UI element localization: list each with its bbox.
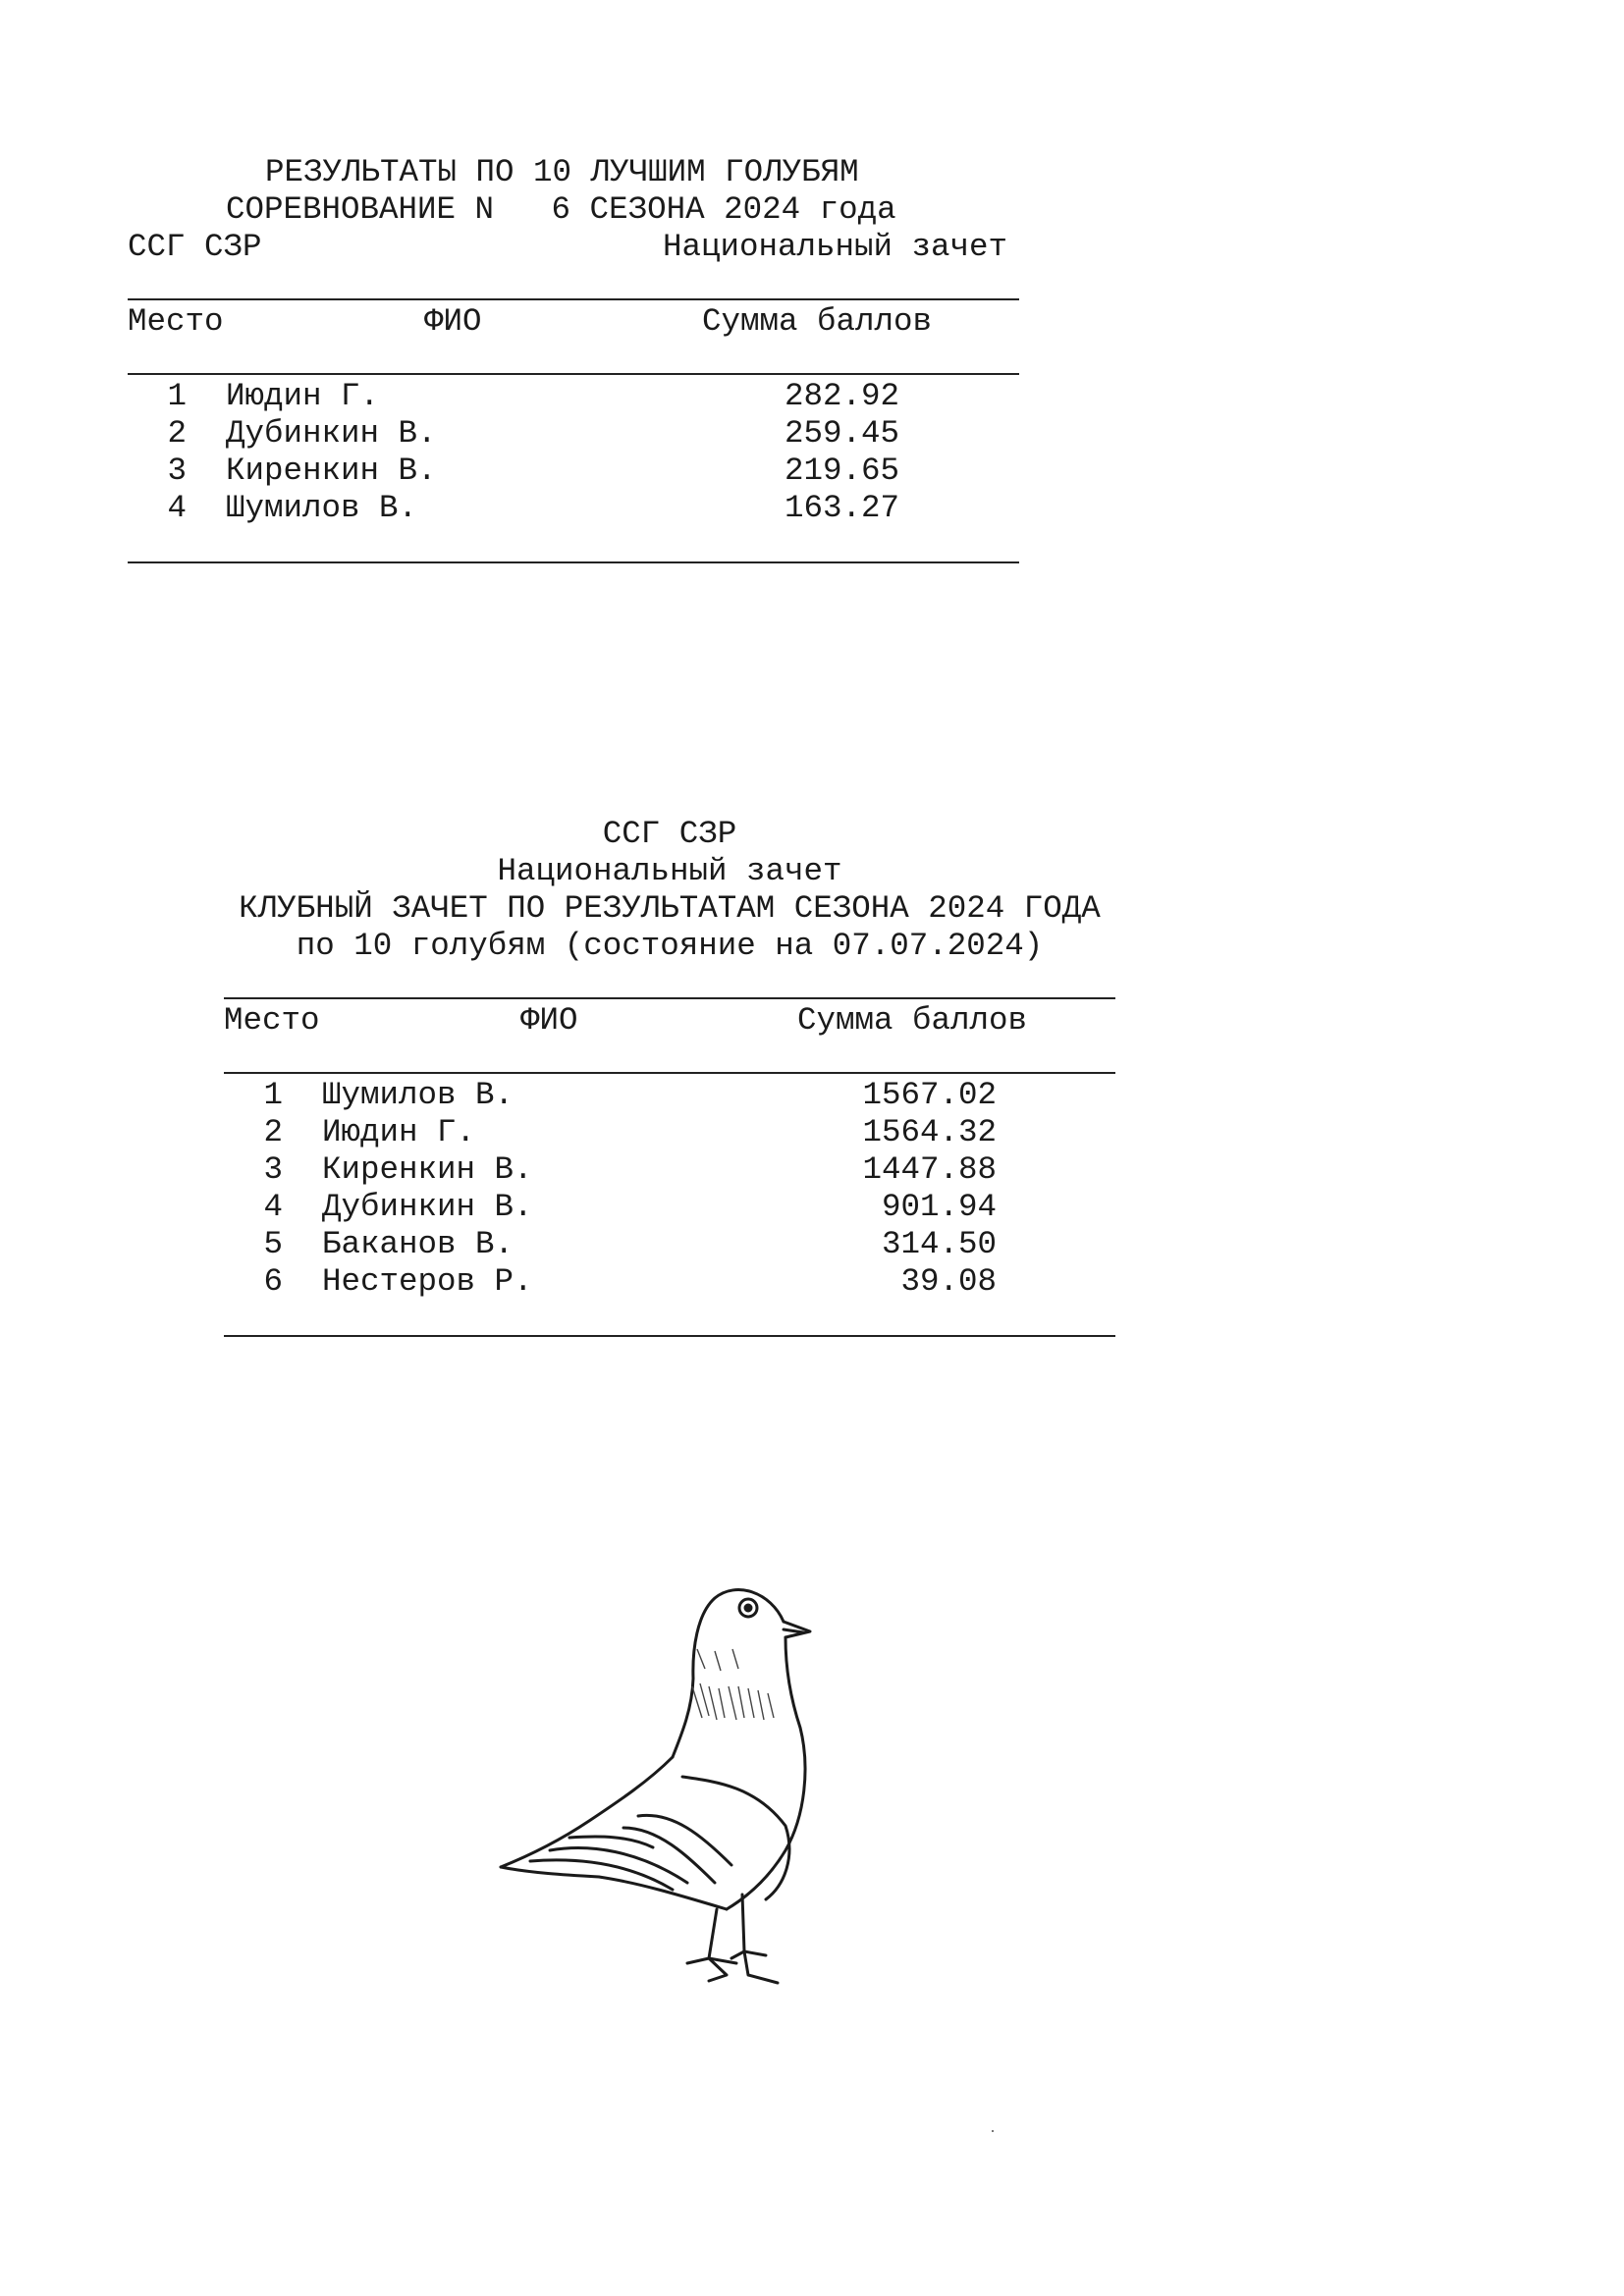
club-row-name: Шумилов В.: [322, 1077, 514, 1113]
competition-header-name: ФИО: [424, 303, 482, 340]
competition-title: РЕЗУЛЬТАТЫ ПО 10 ЛУЧШИМ ГОЛУБЯМ: [265, 154, 859, 190]
competition-row-points: 219.65: [784, 453, 899, 489]
competition-category: Национальный зачет: [663, 229, 1008, 265]
club-rule-top: [224, 997, 1115, 999]
competition-row-place: 1: [167, 378, 187, 414]
competition-row-place: 2: [167, 415, 187, 452]
competition-row-points: 282.92: [784, 378, 899, 414]
club-subtitle: по 10 голубям (состояние на 07.07.2024): [296, 928, 1044, 964]
club-category: Национальный зачет: [497, 853, 842, 889]
page-speck: [992, 2130, 994, 2132]
club-title: КЛУБНЫЙ ЗАЧЕТ ПО РЕЗУЛЬТАТАМ СЕЗОНА 2024 ГОДА: [239, 890, 1101, 927]
competition-header-points: Сумма баллов: [702, 303, 933, 340]
club-row-name: Киренкин В.: [322, 1151, 533, 1188]
pigeon-icon: [491, 1571, 923, 2081]
club-row-name: Июдин Г.: [322, 1114, 476, 1150]
club-row-place: 3: [263, 1151, 283, 1188]
club-row-points: 1567.02: [862, 1077, 997, 1113]
club-row-place: 6: [263, 1263, 283, 1300]
club-row-place: 1: [263, 1077, 283, 1113]
club-row-name: Дубинкин В.: [322, 1189, 533, 1225]
competition-subtitle: СОРЕВНОВАНИЕ N 6 СЕЗОНА 2024 года: [226, 191, 896, 228]
competition-rule-bottom: [128, 561, 1019, 563]
competition-row-place: 4: [167, 490, 187, 526]
club-header-points: Сумма баллов: [797, 1002, 1028, 1039]
competition-row-name: Шумилов В.: [226, 490, 418, 526]
competition-row-name: Дубинкин В.: [226, 415, 437, 452]
competition-row-name: Июдин Г.: [226, 378, 380, 414]
club-row-points: 314.50: [881, 1226, 997, 1262]
competition-row-points: 259.45: [784, 415, 899, 452]
competition-header-place: Место: [128, 303, 224, 340]
club-row-place: 4: [263, 1189, 283, 1225]
competition-organization: ССГ СЗР: [128, 229, 262, 265]
club-row-points: 1564.32: [862, 1114, 997, 1150]
club-rule-bottom: [224, 1335, 1115, 1337]
club-organization: ССГ СЗР: [602, 816, 737, 852]
club-row-points: 1447.88: [862, 1151, 997, 1188]
club-header-place: Место: [224, 1002, 320, 1039]
competition-row-points: 163.27: [784, 490, 899, 526]
club-header-name: ФИО: [520, 1002, 578, 1039]
club-row-points: 901.94: [881, 1189, 997, 1225]
competition-rule-header: [128, 373, 1019, 375]
club-row-place: 2: [263, 1114, 283, 1150]
competition-row-name: Киренкин В.: [226, 453, 437, 489]
club-row-name: Баканов В.: [322, 1226, 514, 1262]
competition-rule-top: [128, 298, 1019, 300]
club-row-place: 5: [263, 1226, 283, 1262]
club-row-points: 39.08: [900, 1263, 997, 1300]
competition-row-place: 3: [167, 453, 187, 489]
club-row-name: Нестеров Р.: [322, 1263, 533, 1300]
club-rule-header: [224, 1072, 1115, 1074]
